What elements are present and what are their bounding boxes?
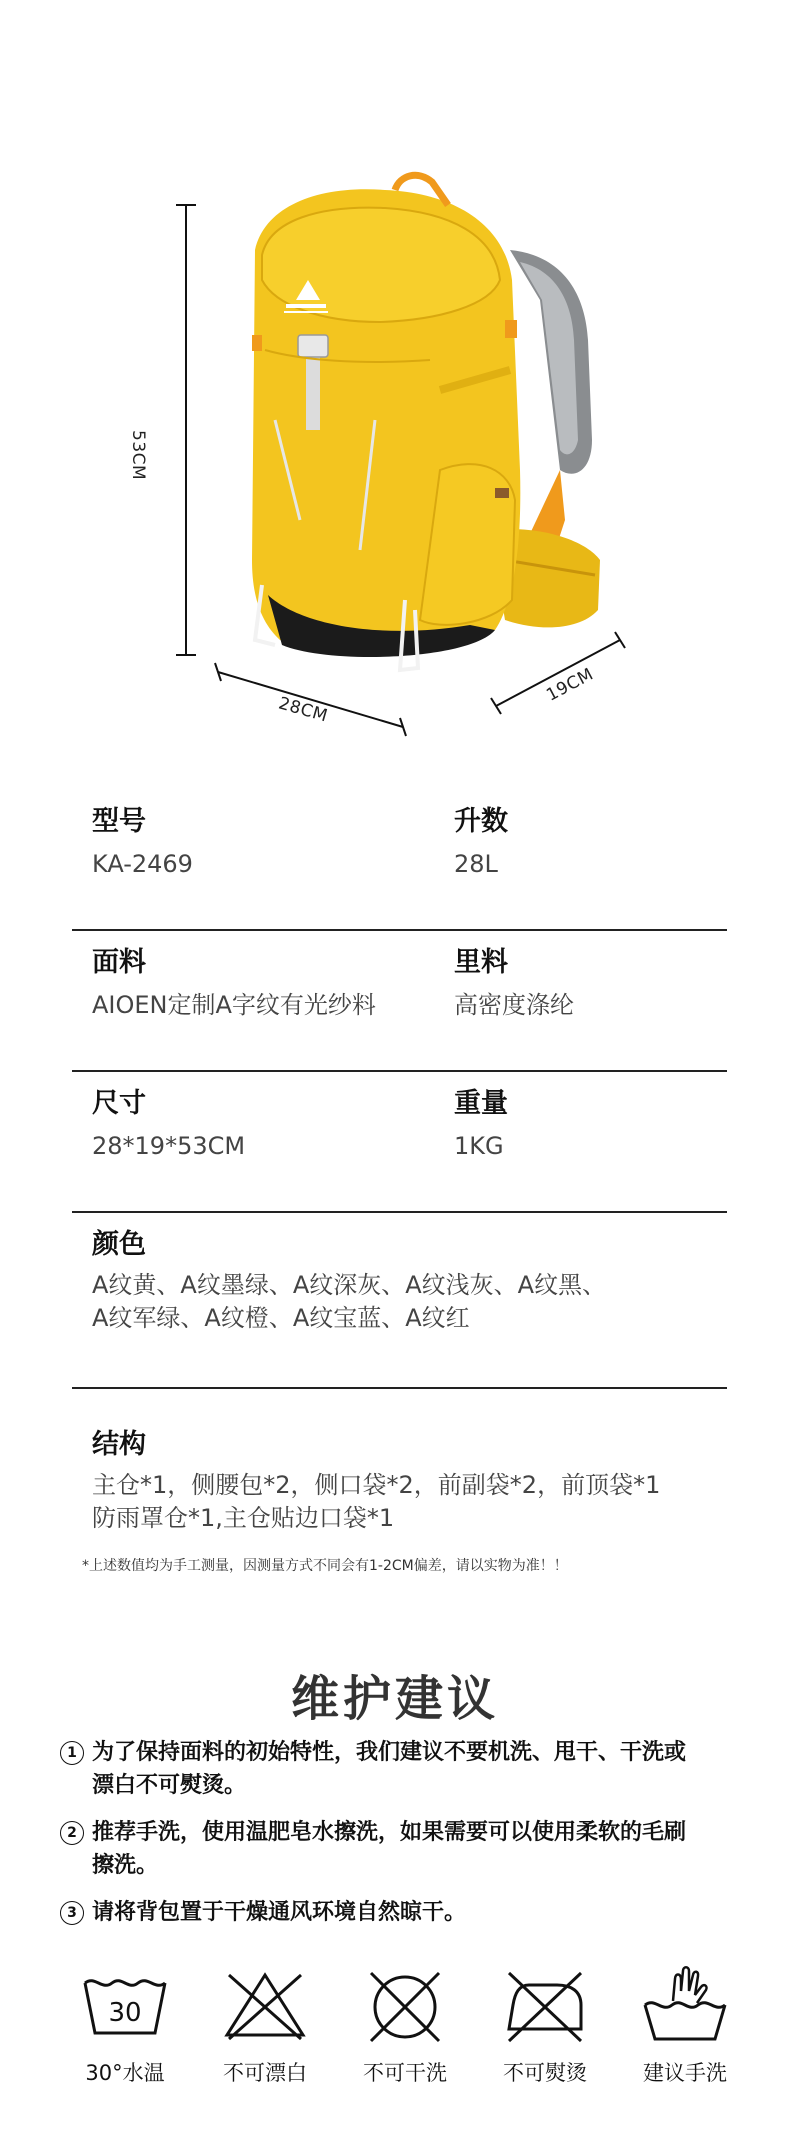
care-item-2-line-1: 推荐手洗，使用温肥皂水擦洗，如果需要可以使用柔软的毛刷 bbox=[92, 1820, 687, 1845]
height-label: 53CM bbox=[128, 430, 148, 481]
spec-value-weight: 1KG bbox=[454, 1132, 504, 1160]
spec-value-model: KA-2469 bbox=[92, 850, 193, 878]
spec-label-structure: 结构 bbox=[92, 1429, 146, 1460]
spec-label-capacity: 升数 bbox=[454, 806, 508, 837]
wash-temperature-number: 30 bbox=[108, 1998, 142, 2028]
spec-row-structure bbox=[72, 1389, 727, 1575]
care-item-number: 1 bbox=[60, 1741, 84, 1765]
care-item-number: 3 bbox=[60, 1901, 84, 1925]
no-bleach-icon bbox=[215, 1965, 315, 2045]
care-item-2 bbox=[60, 1816, 740, 1882]
no-dryclean-icon bbox=[355, 1965, 455, 2045]
spec-label-weight: 重量 bbox=[454, 1088, 508, 1119]
spec-value-fabric: AIOEN定制A字纹有光纱料 bbox=[92, 991, 376, 1019]
product-hero bbox=[0, 0, 790, 760]
care-item-3 bbox=[60, 1896, 740, 1929]
care-icon-wash bbox=[60, 1965, 190, 2087]
depth-label: 19CM bbox=[543, 664, 597, 706]
care-list bbox=[60, 1736, 740, 1943]
spec-row-size bbox=[72, 1072, 727, 1213]
colors-line-2: A纹军绿、A纹橙、A纹宝蓝、A纹红 bbox=[92, 1304, 470, 1332]
hand-wash-icon bbox=[635, 1965, 735, 2045]
spec-value-colors bbox=[92, 1269, 742, 1335]
spec-row-model bbox=[72, 790, 727, 931]
spec-value-lining: 高密度涤纶 bbox=[454, 991, 574, 1019]
care-icon-label: 不可漂白 bbox=[223, 2061, 307, 2085]
width-label: 28CM bbox=[276, 693, 330, 727]
spec-row-colors bbox=[72, 1213, 727, 1389]
care-icon-handwash bbox=[620, 1965, 750, 2087]
colors-line-1: A纹黄、A纹墨绿、A纹深灰、A纹浅灰、A纹黑、 bbox=[92, 1271, 607, 1299]
care-item-number: 2 bbox=[60, 1821, 84, 1845]
care-icon-label: 不可熨烫 bbox=[503, 2061, 587, 2085]
care-icon-iron bbox=[480, 1965, 610, 2087]
measurement-note: *上述数值均为手工测量，因测量方式不同会有1-2CM偏差，请以实物为准！！ bbox=[82, 1558, 568, 1574]
care-item-1-line-2: 漂白不可熨烫。 bbox=[92, 1773, 247, 1798]
care-item-1-line-1: 为了保持面料的初始特性，我们建议不要机洗、甩干、干洗或 bbox=[92, 1740, 687, 1765]
care-icon-label: 建议手洗 bbox=[643, 2061, 727, 2085]
wash-30-icon bbox=[75, 1965, 175, 2045]
backpack-illustration bbox=[0, 0, 790, 760]
care-title: 维护建议 bbox=[290, 1671, 499, 1727]
no-iron-icon bbox=[495, 1965, 595, 2045]
spec-row-fabric bbox=[72, 931, 727, 1072]
spec-label-fabric: 面料 bbox=[92, 947, 146, 978]
care-icon-label: 30°水温 bbox=[85, 2061, 165, 2085]
backpack-body bbox=[252, 175, 520, 670]
care-icon-label: 不可干洗 bbox=[363, 2061, 447, 2085]
back-panel bbox=[510, 250, 592, 560]
care-item-3-line-1: 请将背包置于干燥通风环境自然晾干。 bbox=[92, 1900, 467, 1925]
spec-label-lining: 里料 bbox=[454, 947, 508, 978]
spec-value-size: 28*19*53CM bbox=[92, 1132, 246, 1160]
spec-table bbox=[72, 790, 727, 1575]
width-dimension-line bbox=[215, 663, 406, 736]
structure-line-2: 防雨罩仓*1,主仓贴边口袋*1 bbox=[92, 1504, 395, 1532]
care-icons bbox=[60, 1965, 750, 2085]
spec-value-capacity: 28L bbox=[454, 850, 498, 878]
care-item-2-line-2: 擦洗。 bbox=[92, 1853, 159, 1878]
care-icon-bleach bbox=[200, 1965, 330, 2087]
spec-label-model: 型号 bbox=[92, 806, 146, 837]
spec-label-colors: 颜色 bbox=[92, 1229, 146, 1260]
height-dimension-line bbox=[176, 205, 196, 655]
care-item-1 bbox=[60, 1736, 740, 1802]
care-icon-dryclean bbox=[340, 1965, 470, 2087]
spec-label-size: 尺寸 bbox=[92, 1088, 146, 1119]
spec-value-structure bbox=[92, 1469, 742, 1535]
structure-line-1: 主仓*1，侧腰包*2，侧口袋*2，前副袋*2，前顶袋*1 bbox=[92, 1471, 661, 1499]
